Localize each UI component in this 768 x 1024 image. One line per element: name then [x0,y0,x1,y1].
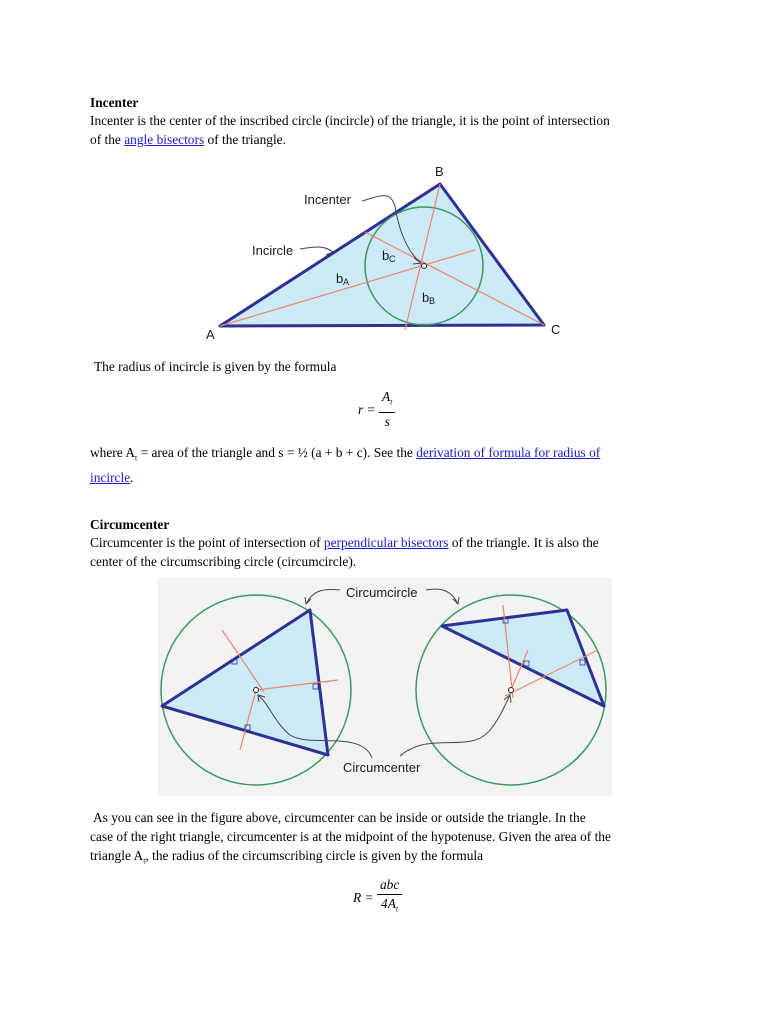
bisector-c-label: b [382,248,390,263]
circumcenter-paragraph [90,533,690,571]
where-text-end: . [130,469,134,485]
formula-cr-numerator: abc [377,877,402,895]
circumcenter-desc-line3-sub: t [143,856,146,866]
formula-r-numerator: A [381,389,391,404]
circumcenter-point-left [254,688,259,693]
formula-cr-fraction [377,877,402,918]
circumcenter-desc-line3a: triangle A [90,848,144,863]
incircle-where-paragraph [90,443,690,487]
circumcenter-label: Circumcenter [343,760,421,775]
circumcenter-figure [158,578,612,796]
bisector-b-subscript: B [429,296,436,306]
circumcenter-description [90,808,690,871]
vertex-a-label: A [206,327,215,342]
circumcircle-label: Circumcircle [346,585,418,600]
circumcenter-desc-line2: case of the right triangle, circumcenter is at the midpoint of the hypotenuse. Given the area of the [90,829,611,844]
formula-r-numerator-sub: t [390,397,393,407]
incenter-heading: Incenter [90,95,139,110]
where-text-sub: t [135,453,138,463]
bisector-c-subscript: C [389,254,396,264]
vertex-c-label: C [551,322,561,337]
incircle-radius-intro: The radius of incircle is given by the formula [94,359,337,374]
bisector-b-label: b [422,290,430,305]
formula-cr-denominator-sub: t [395,904,399,914]
perpendicular-bisectors-link[interactable]: perpendicular bisectors [323,535,449,550]
incenter-figure [200,158,580,348]
incenter-label: Incenter [304,192,351,207]
circumcenter-text-b: of the triangle. It is also the [448,535,599,550]
circumcircle-radius-formula [353,877,402,918]
vertex-b-label: B [435,164,444,179]
circumcenter-text-a: Circumcenter is the point of intersection of [90,535,324,550]
incenter-paragraph [90,111,690,149]
where-text-a: where A [90,445,135,460]
bisector-a-label: b [336,271,344,286]
formula-r-fraction [379,389,395,430]
angle-bisectors-link[interactable]: angle bisectors [124,132,205,147]
circumcenter-text-c: center of the circumscribing circle (circumcircle). [90,554,357,569]
where-text-b: = area of the triangle and s = ½ (a + b + c). See the [137,445,417,460]
bisector-a-subscript: A [343,277,350,287]
incenter-text-of: of the [90,132,125,147]
incircle-radius-formula [358,389,395,430]
incenter-point [422,264,427,269]
circumcenter-heading: Circumcenter [90,517,170,532]
formula-cr-lhs: R = [353,889,374,905]
incenter-text-line1: Incenter is the center of the inscribed circle (incircle) of the triangle, it is the point of intersection [90,113,610,128]
circumcenter-point-right [509,688,514,693]
formula-r-denominator: s [384,413,390,429]
formula-cr-denominator: 4A [381,896,396,911]
incenter-text-end: of the triangle. [204,132,286,147]
derivation-link[interactable]: derivation of formula for radius of [416,445,601,460]
incircle-label: Incircle [252,243,294,258]
formula-r-lhs: r = [358,401,376,417]
derivation-link-continued[interactable]: incircle [90,469,131,485]
circumcenter-desc-line1: As you can see in the figure above, circumcenter can be inside or outside the triangle. In the [93,810,586,825]
circumcenter-desc-line3b: , the radius of the circumscribing circle is given by the formula [145,848,484,863]
